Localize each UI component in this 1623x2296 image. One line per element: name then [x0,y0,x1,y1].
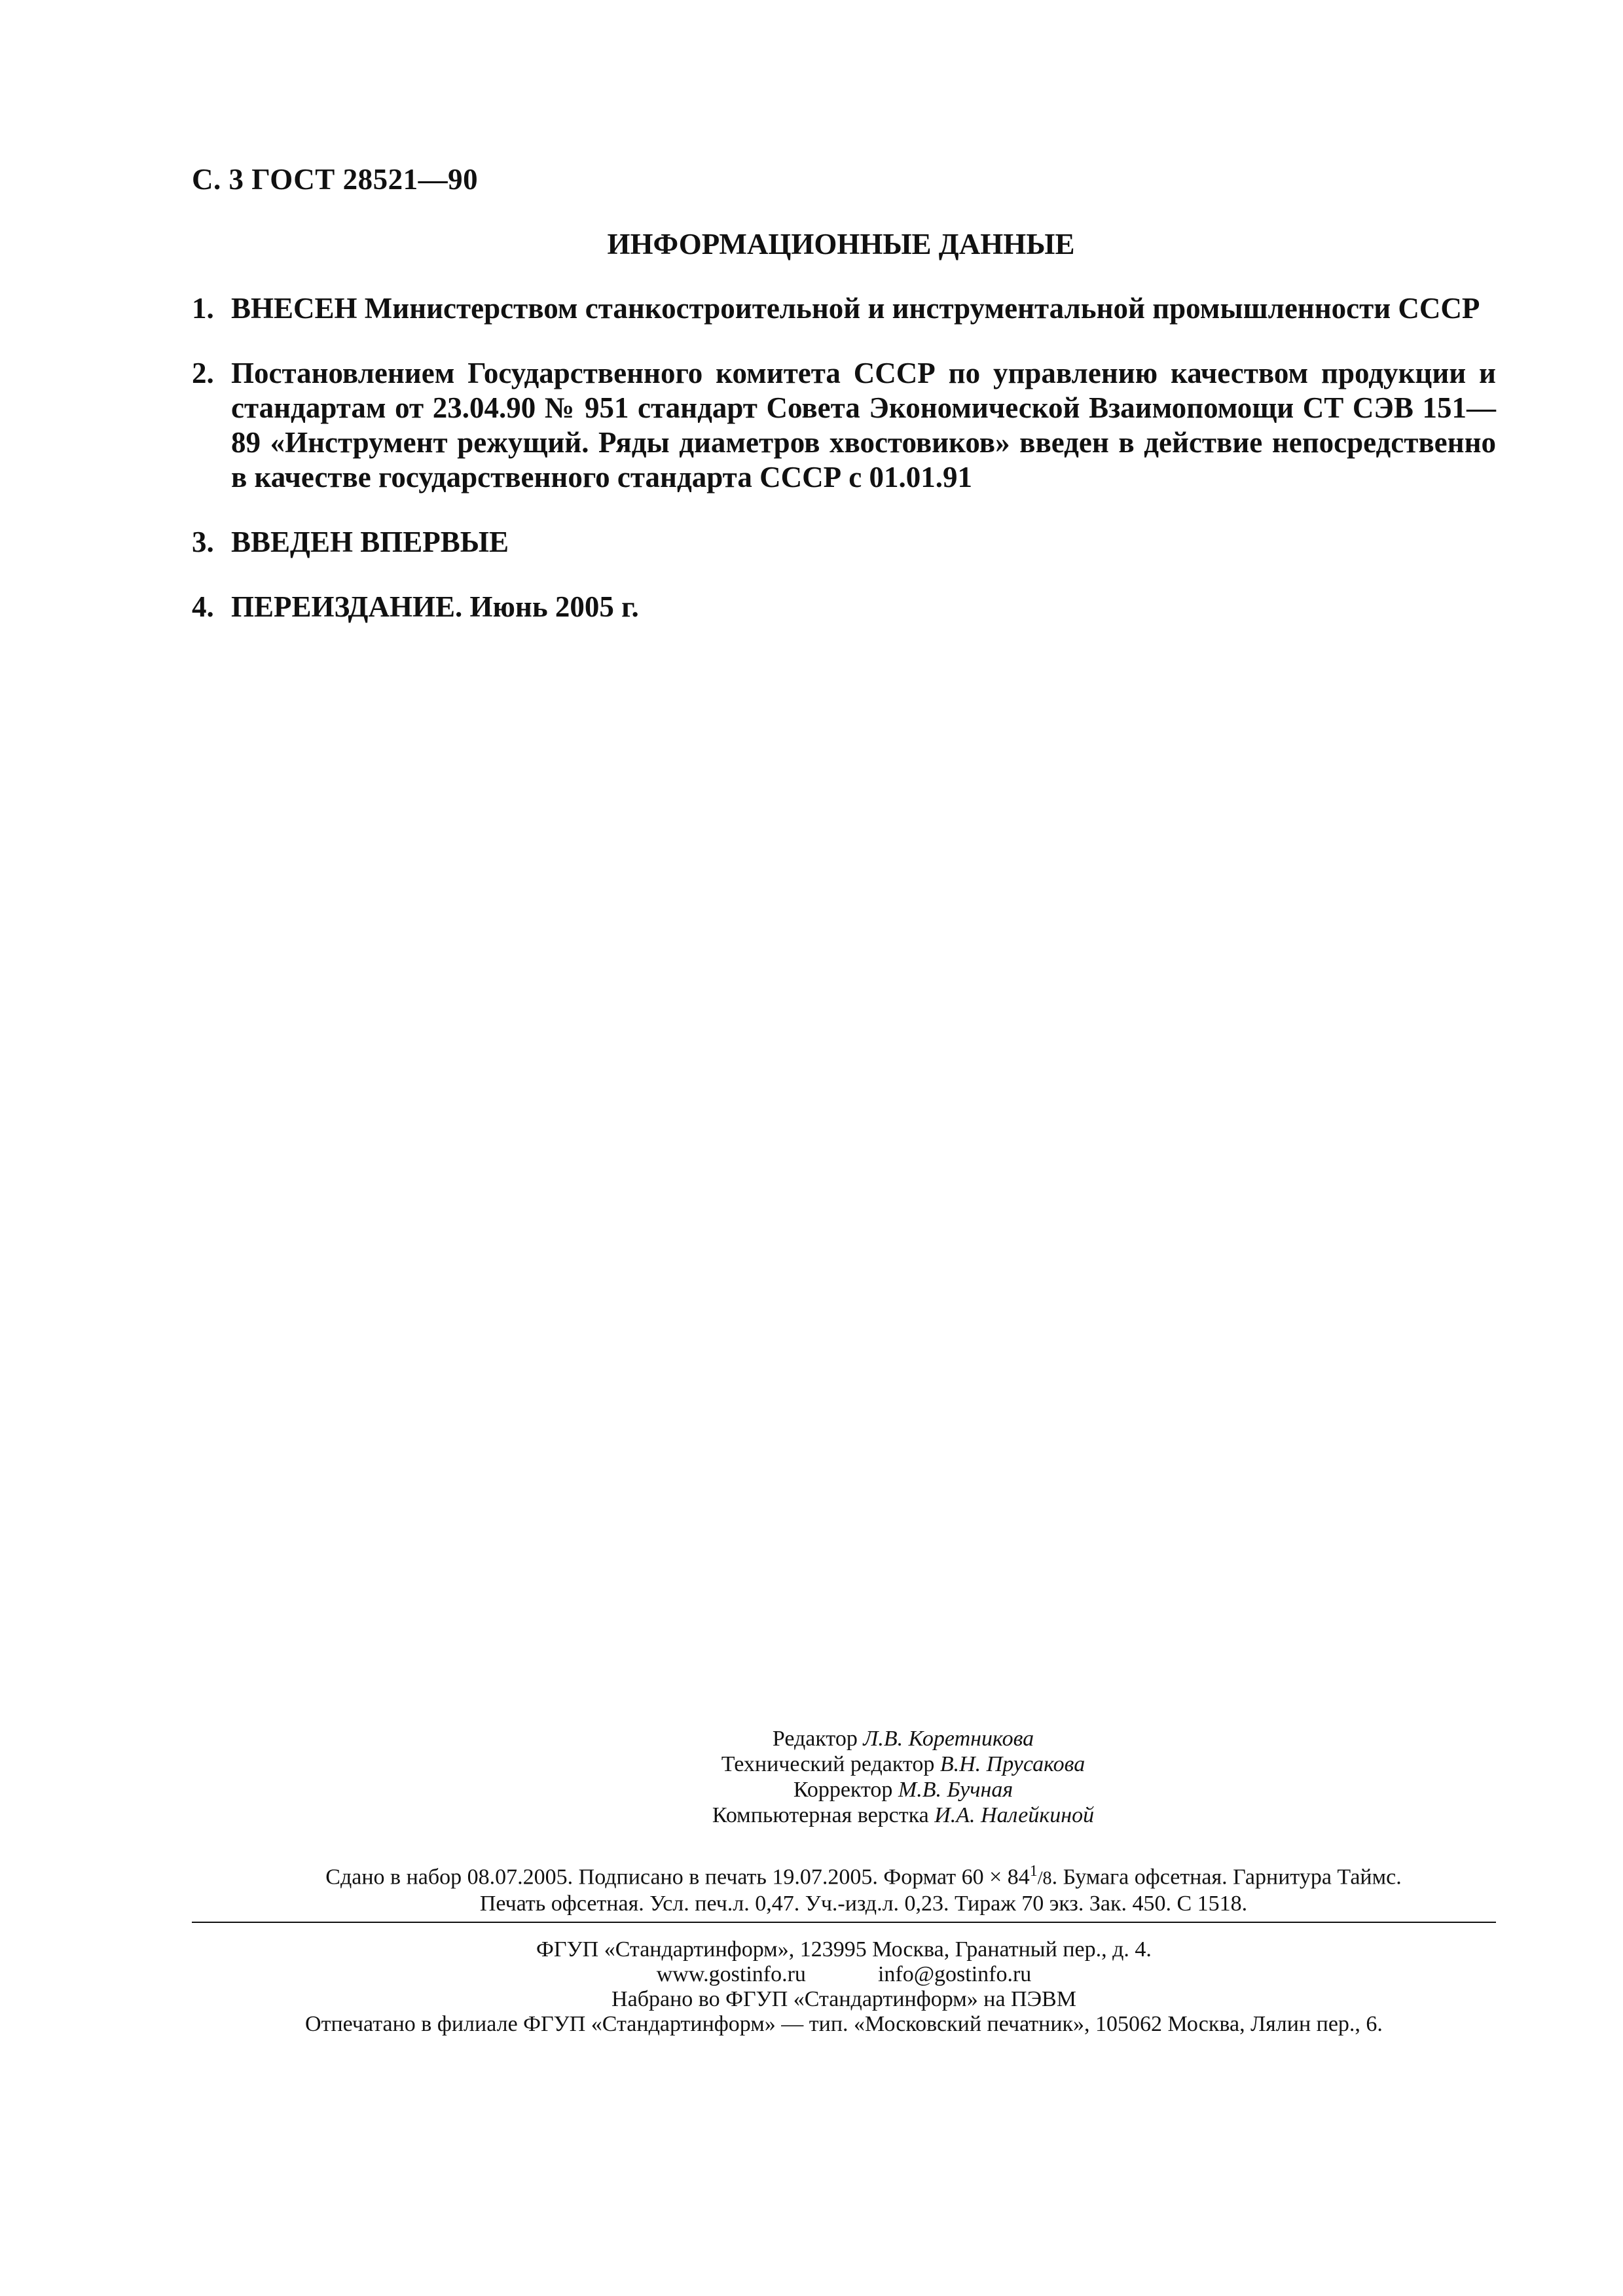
publisher-block [192,1937,1496,2037]
website-link[interactable]: www.gostinfo.ru [656,1962,806,1986]
print-info-line-2: Печать офсетная. Усл. печ.л. 0,47. Уч.-изд.л. 0,23. Тираж 70 экз. Зак. 450. С 1518. [479,1892,1248,1916]
format-fraction: /8 [1037,1868,1052,1889]
credit-line-proofreader [0,1777,1623,1803]
print-info-text: . Бумага офсетная. Гарнитура Таймс. [1051,1865,1402,1890]
credit-role: Компьютерная верстка [712,1803,929,1827]
credit-role: Технический редактор [721,1752,935,1776]
printed-note: Отпечатано в филиале ФГУП «Стандартинформ» — тип. «Московский печатник», 105062 Москва, Лялин пер., 6. [305,2012,1383,2036]
email-link[interactable]: info@gostinfo.ru [877,1962,1032,1986]
credit-line-editor [0,1726,1623,1751]
info-item [192,356,1496,495]
item-text: Постановлением Государственного комитета СССР по управлению качеством продукции и стандартам от 23.04.90 № 951 стандарт Совета Экономической Взаимопомощи СТ СЭВ 151—89 «Инструмент режущий. Ряды диаметров хвостовиков» введен в действие непосредственно в качестве государственного стандарта СССР с 01.01.91 [231,357,1496,493]
item-number: 3. [192,526,214,558]
print-info [192,1859,1496,1916]
credit-line-tech-editor [0,1751,1623,1777]
item-text: ПЕРЕИЗДАНИЕ. Июнь 2005 г. [231,590,639,623]
publisher-address: ФГУП «Стандартинформ», 123995 Москва, Гранатный пер., д. 4. [536,1937,1152,1962]
credit-role: Корректор [793,1778,893,1802]
info-item [192,525,1496,560]
format-superscript: 1 [1029,1863,1038,1880]
item-text: ВНЕСЕН Министерством станкостроительной и инструментальной промышленности СССР [231,292,1480,325]
publisher-contacts [192,1962,1496,1987]
print-info-text: Сдано в набор 08.07.2005. Подписано в печать 19.07.2005. Формат 60 × 84 [325,1865,1030,1890]
info-item [192,590,1496,624]
divider-rule [192,1922,1496,1923]
typeset-note: Набрано во ФГУП «Стандартинформ» на ПЭВМ [611,1987,1076,2011]
page-header: С. 3 ГОСТ 28521—90 [192,163,479,196]
credit-role: Редактор [772,1727,858,1751]
print-info-line-1 [192,1859,1496,1891]
item-text: ВВЕДЕН ВПЕРВЫЕ [231,526,509,558]
credit-name: И.А. Налейкиной [934,1803,1095,1827]
item-number: 2. [192,357,214,389]
credit-name: Л.В. Коретникова [863,1727,1034,1751]
info-item [192,291,1496,326]
section-title: ИНФОРМАЦИОННЫЕ ДАННЫЕ [607,228,1075,260]
item-number: 1. [192,292,214,325]
item-number: 4. [192,590,214,623]
credit-name: В.Н. Прусакова [939,1752,1085,1776]
credit-line-layout [0,1803,1623,1828]
info-items-list [192,291,1496,655]
credit-name: М.В. Бучная [898,1778,1013,1802]
credits-block [0,1726,1623,1828]
